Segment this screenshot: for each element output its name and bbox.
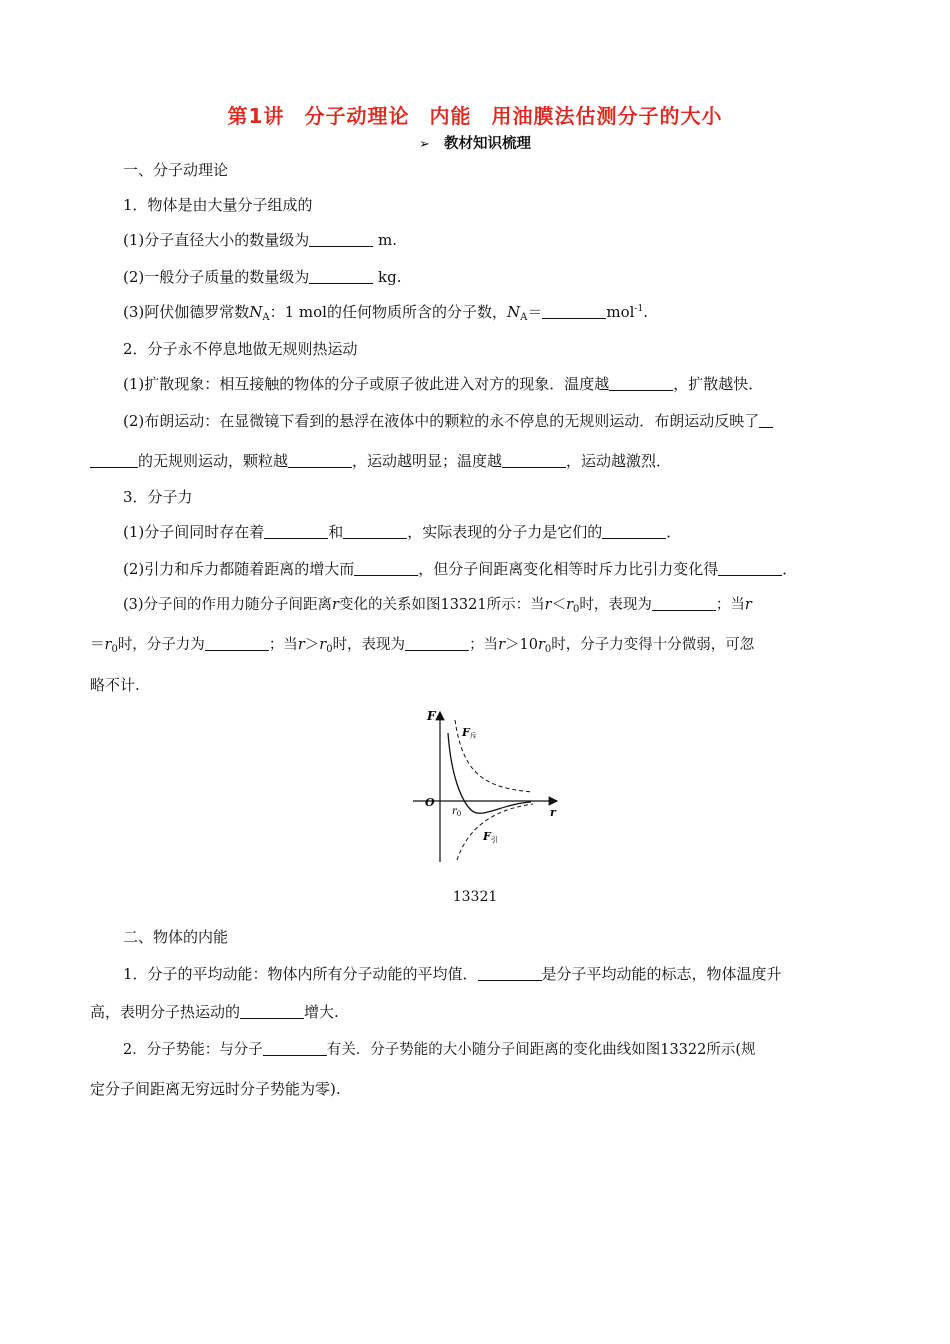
text-line: $=r_0$时，分子力为 ；当$r>r_0$时，表现为 ；当$r>10r_0$时，分子力变得十分微弱，可忽 [90, 637, 755, 655]
text-line: 的无规则运动，颗粒越 ，运动越明显；温度越 ，运动越激烈． [90, 451, 860, 471]
fill-blank [609, 375, 673, 391]
fill-blank [602, 523, 666, 539]
label-origin: O [425, 796, 435, 809]
text-line: (1)分子直径大小的数量级为 m. [123, 231, 398, 249]
fill-blank [718, 560, 782, 576]
fill-blank [264, 523, 328, 539]
section-heading-1: 一、分子动理论 [123, 161, 229, 179]
fill-blank [263, 1040, 327, 1056]
text-line: (1)分子间同时存在着 和 ，实际表现的分子力是它们的 ． [123, 523, 682, 541]
text-line: 2．分子势能：与分子 有关．分子势能的大小随分子间距离的变化曲线如图13322所示(规 [123, 1042, 756, 1058]
fill-blank [309, 231, 373, 247]
text-line: 略不计. [90, 676, 140, 694]
fill-blank [759, 412, 773, 428]
fill-blank [354, 560, 418, 576]
text-line: (2)引力和斥力都随着距离的增大而 ，但分子间距离变化相等时斥力比引力变化得 ． [123, 560, 798, 578]
subtitle-text: 教材知识梳理 [443, 136, 531, 152]
section-subtitle [0, 132, 950, 153]
fill-blank [309, 268, 373, 284]
section-heading-2: 二、物体的内能 [123, 928, 229, 946]
label-F-axis: F [427, 709, 436, 723]
fill-blank [343, 523, 407, 539]
label-r0: $r_0$ [452, 806, 462, 818]
fill-blank [240, 1003, 304, 1019]
fill-blank [288, 452, 352, 468]
fill-blank [502, 452, 566, 468]
fill-blank [205, 635, 269, 651]
text-line: (2)一般分子质量的数量级为 kg. [123, 268, 402, 286]
text-line: (3)阿伏伽德罗常数$N_A$：1 mol的任何物质所含的分子数，$N_A= mol^{-1}$. [123, 303, 648, 323]
text-line: (3)分子间的作用力随分子间距离r变化的关系如图13321所示：当$r<r_0$时，表现为 ；当r [123, 597, 752, 615]
paragraph-heading-2: 2．分子永不停息地做无规则热运动 [123, 340, 358, 358]
fill-blank [652, 595, 716, 611]
text-line: (2)布朗运动：在显微镜下看到的悬浮在液体中的颗粒的永不停息的无规则运动．布朗运动反映了 [123, 411, 860, 431]
fill-blank [542, 303, 606, 319]
title-topic-1: 分子动理论 [304, 104, 410, 128]
title-lesson-number: 第1讲 [227, 104, 285, 128]
text-line: 高，表明分子热运动的 增大. [90, 1003, 339, 1021]
label-F-attraction: F引 [483, 830, 498, 844]
fill-blank [405, 635, 469, 651]
paragraph-heading-1: 1．物体是由大量分子组成的 [123, 196, 313, 214]
arrowhead-bullet-icon: ➢ [419, 137, 430, 152]
label-F-repulsion: F斥 [462, 726, 477, 740]
paragraph-heading-3: 3．分子力 [123, 488, 193, 506]
figure-caption: 13321 [452, 889, 498, 905]
text-line: (1)扩散现象：相互接触的物体的分子或原子彼此进入对方的现象．温度越 ，扩散越快． [123, 375, 764, 393]
title-topic-2: 内能 [429, 104, 472, 128]
molecular-force-diagram [405, 700, 575, 870]
title-topic-3: 用油膜法估测分子的大小 [491, 104, 723, 128]
fill-blank [478, 965, 542, 981]
label-r-axis: r [550, 806, 556, 819]
attraction-curve [457, 804, 533, 860]
text-line: 定分子间距离无穷远时分子势能为零). [90, 1080, 341, 1098]
page-title [0, 100, 950, 129]
fill-blank [90, 452, 138, 468]
text-line: 1．分子的平均动能：物体内所有分子动能的平均值． 是分子平均动能的标志，物体温度升 [123, 965, 782, 983]
